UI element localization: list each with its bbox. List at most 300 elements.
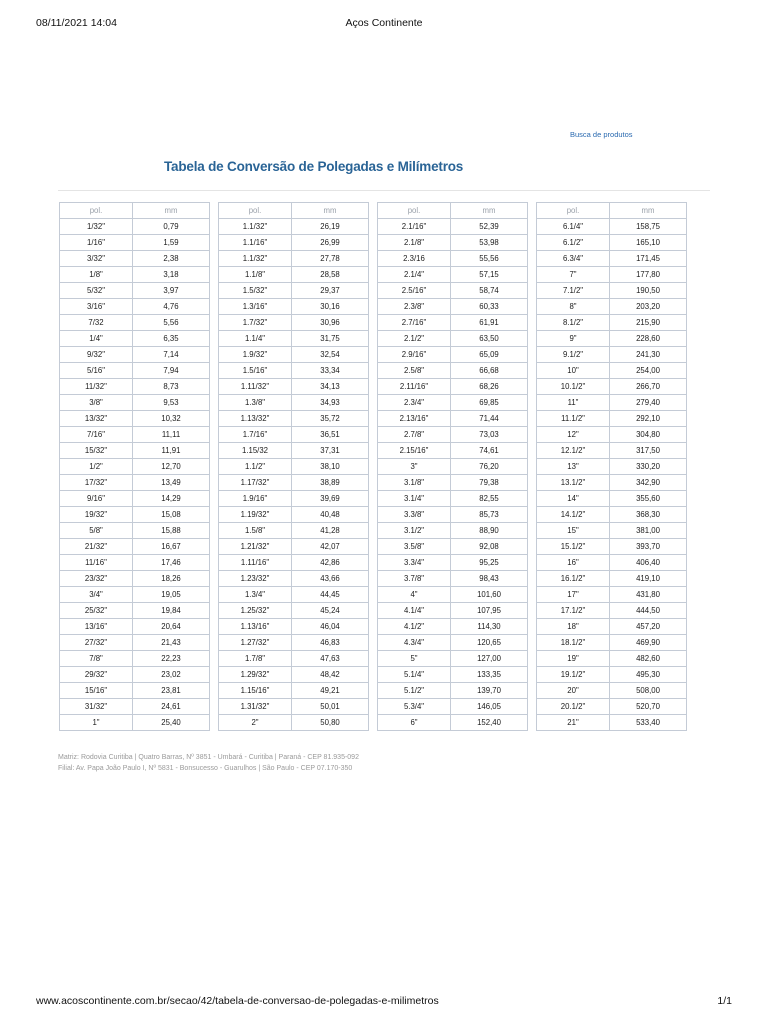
mm-cell: 22,23: [133, 651, 210, 667]
table-row: [219, 299, 369, 315]
mm-cell: 50,01: [292, 699, 369, 715]
mm-cell: 165,10: [610, 235, 687, 251]
inch-cell: 10": [537, 363, 610, 379]
mm-cell: 292,10: [610, 411, 687, 427]
inch-cell: 2.13/16": [378, 411, 451, 427]
table-row: [378, 555, 528, 571]
table-row: [219, 555, 369, 571]
mm-cell: 57,15: [451, 267, 528, 283]
inch-cell: 15.1/2": [537, 539, 610, 555]
mm-cell: 16,67: [133, 539, 210, 555]
mm-cell: 431,80: [610, 587, 687, 603]
inch-cell: 5.3/4": [378, 699, 451, 715]
column-header-mm: mm: [292, 203, 369, 219]
mm-cell: 39,69: [292, 491, 369, 507]
inch-cell: 2.11/16": [378, 379, 451, 395]
inch-cell: 6.1/2": [537, 235, 610, 251]
mm-cell: 50,80: [292, 715, 369, 731]
table-row: [537, 603, 687, 619]
inch-cell: 3.1/2": [378, 523, 451, 539]
table-row: [60, 603, 210, 619]
mm-cell: 107,95: [451, 603, 528, 619]
mm-cell: 368,30: [610, 507, 687, 523]
table-row: [537, 395, 687, 411]
inch-cell: 3/32": [60, 251, 133, 267]
mm-cell: 37,31: [292, 443, 369, 459]
table-row: [60, 683, 210, 699]
table-row: [219, 219, 369, 235]
inch-cell: 3.3/8": [378, 507, 451, 523]
mm-cell: 4,76: [133, 299, 210, 315]
inch-cell: 7.1/2": [537, 283, 610, 299]
mm-cell: 43,66: [292, 571, 369, 587]
table-row: [60, 443, 210, 459]
table-row: [60, 251, 210, 267]
mm-cell: 46,83: [292, 635, 369, 651]
inch-cell: 7": [537, 267, 610, 283]
table-row: [219, 651, 369, 667]
mm-cell: 60,33: [451, 299, 528, 315]
mm-cell: 45,24: [292, 603, 369, 619]
table-row: [378, 491, 528, 507]
table-row: [219, 715, 369, 731]
table-row: [537, 459, 687, 475]
inch-cell: 4": [378, 587, 451, 603]
inch-cell: 20.1/2": [537, 699, 610, 715]
mm-cell: 44,45: [292, 587, 369, 603]
inch-cell: 17.1/2": [537, 603, 610, 619]
table-row: [378, 411, 528, 427]
inch-cell: 6.3/4": [537, 251, 610, 267]
table-row: [219, 283, 369, 299]
inch-cell: 6": [378, 715, 451, 731]
table-row: [60, 347, 210, 363]
inch-cell: 3.1/4": [378, 491, 451, 507]
table-row: [60, 315, 210, 331]
page-url: www.acoscontinente.com.br/secao/42/tabela-de-conversao-de-polegadas-e-milimetros: [36, 995, 439, 1007]
mm-cell: 254,00: [610, 363, 687, 379]
mm-cell: 5,56: [133, 315, 210, 331]
mm-cell: 34,13: [292, 379, 369, 395]
table-row: [60, 235, 210, 251]
inch-cell: 13/32": [60, 411, 133, 427]
mm-cell: 8,73: [133, 379, 210, 395]
inch-cell: 1/8": [60, 267, 133, 283]
table-row: [537, 635, 687, 651]
mm-cell: 520,70: [610, 699, 687, 715]
inch-cell: 7/32: [60, 315, 133, 331]
inch-cell: 1.1/16": [219, 235, 292, 251]
table-row: [537, 619, 687, 635]
table-row: [60, 651, 210, 667]
address-line-matriz: Matriz: Rodovia Curitiba | Quatro Barras, Nº 3851 - Umbará - Curitiba | Paraná - CEP 81.935-092: [58, 754, 359, 761]
inch-cell: 17/32": [60, 475, 133, 491]
inch-cell: 17": [537, 587, 610, 603]
table-row: [537, 363, 687, 379]
inch-cell: 3.7/8": [378, 571, 451, 587]
mm-cell: 23,81: [133, 683, 210, 699]
mm-cell: 203,20: [610, 299, 687, 315]
table-row: [219, 267, 369, 283]
inch-cell: 3": [378, 459, 451, 475]
table-row: [60, 219, 210, 235]
table-row: [378, 315, 528, 331]
table-row: [537, 411, 687, 427]
mm-cell: 98,43: [451, 571, 528, 587]
table-row: [60, 427, 210, 443]
conversion-table: [377, 202, 528, 731]
table-row: [537, 283, 687, 299]
inch-cell: 19": [537, 651, 610, 667]
mm-cell: 48,42: [292, 667, 369, 683]
mm-cell: 40,48: [292, 507, 369, 523]
table-row: [537, 507, 687, 523]
table-row: [378, 379, 528, 395]
inch-cell: 1.23/32": [219, 571, 292, 587]
mm-cell: 55,56: [451, 251, 528, 267]
inch-cell: 7/8": [60, 651, 133, 667]
table-row: [378, 539, 528, 555]
mm-cell: 41,28: [292, 523, 369, 539]
mm-cell: 49,21: [292, 683, 369, 699]
mm-cell: 342,90: [610, 475, 687, 491]
inch-cell: 1.25/32": [219, 603, 292, 619]
inch-cell: 1.1/32": [219, 219, 292, 235]
mm-cell: 444,50: [610, 603, 687, 619]
table-row: [219, 587, 369, 603]
inch-cell: 1.29/32": [219, 667, 292, 683]
inch-cell: 6.1/4": [537, 219, 610, 235]
mm-cell: 66,68: [451, 363, 528, 379]
inch-cell: 5": [378, 651, 451, 667]
table-row: [537, 379, 687, 395]
inch-cell: 2.5/16": [378, 283, 451, 299]
table-row: [60, 587, 210, 603]
mm-cell: 30,16: [292, 299, 369, 315]
table-row: [378, 715, 528, 731]
table-row: [219, 331, 369, 347]
inch-cell: 5.1/2": [378, 683, 451, 699]
table-row: [378, 683, 528, 699]
conversion-table: [536, 202, 687, 731]
inch-cell: 5.1/4": [378, 667, 451, 683]
inch-cell: 14": [537, 491, 610, 507]
table-row: [537, 587, 687, 603]
table-row: [378, 427, 528, 443]
table-row: [60, 331, 210, 347]
table-row: [60, 299, 210, 315]
mm-cell: 146,05: [451, 699, 528, 715]
inch-cell: 4.3/4": [378, 635, 451, 651]
mm-cell: 228,60: [610, 331, 687, 347]
inch-cell: 23/32": [60, 571, 133, 587]
conversion-tables: [59, 202, 687, 731]
table-row: [378, 619, 528, 635]
mm-cell: 190,50: [610, 283, 687, 299]
mm-cell: 33,34: [292, 363, 369, 379]
inch-cell: 2.5/8": [378, 363, 451, 379]
mm-cell: 47,63: [292, 651, 369, 667]
inch-cell: 1/2": [60, 459, 133, 475]
conversion-table: [218, 202, 369, 731]
table-row: [378, 699, 528, 715]
table-row: [537, 427, 687, 443]
mm-cell: 63,50: [451, 331, 528, 347]
mm-cell: 19,84: [133, 603, 210, 619]
mm-cell: 12,70: [133, 459, 210, 475]
inch-cell: 18.1/2": [537, 635, 610, 651]
table-row: [378, 235, 528, 251]
inch-cell: 1/32": [60, 219, 133, 235]
mm-cell: 304,80: [610, 427, 687, 443]
table-row: [219, 523, 369, 539]
inch-cell: 27/32": [60, 635, 133, 651]
mm-cell: 36,51: [292, 427, 369, 443]
inch-cell: 1.11/16": [219, 555, 292, 571]
inch-cell: 3/16": [60, 299, 133, 315]
mm-cell: 71,44: [451, 411, 528, 427]
inch-cell: 1.15/16": [219, 683, 292, 699]
table-header-row: [537, 203, 687, 219]
mm-cell: 92,08: [451, 539, 528, 555]
mm-cell: 85,73: [451, 507, 528, 523]
mm-cell: 25,40: [133, 715, 210, 731]
table-row: [537, 347, 687, 363]
mm-cell: 7,94: [133, 363, 210, 379]
mm-cell: 69,85: [451, 395, 528, 411]
inch-cell: 3.1/8": [378, 475, 451, 491]
inch-cell: 11/32": [60, 379, 133, 395]
table-row: [60, 267, 210, 283]
inch-cell: 12.1/2": [537, 443, 610, 459]
mm-cell: 330,20: [610, 459, 687, 475]
mm-cell: 27,78: [292, 251, 369, 267]
address-line-filial: Filial: Av. Papa João Paulo I, Nº 5831 - Bonsucesso - Guarulhos | São Paulo - CEP 07.170-350: [58, 765, 353, 772]
table-row: [537, 523, 687, 539]
inch-cell: 11/16": [60, 555, 133, 571]
inch-cell: 1.3/16": [219, 299, 292, 315]
mm-cell: 68,26: [451, 379, 528, 395]
inch-cell: 16": [537, 555, 610, 571]
mm-cell: 457,20: [610, 619, 687, 635]
mm-cell: 381,00: [610, 523, 687, 539]
table-row: [219, 683, 369, 699]
inch-cell: 13.1/2": [537, 475, 610, 491]
table-row: [60, 715, 210, 731]
mm-cell: 317,50: [610, 443, 687, 459]
inch-cell: 14.1/2": [537, 507, 610, 523]
inch-cell: 9/32": [60, 347, 133, 363]
table-row: [378, 347, 528, 363]
inch-cell: 2.1/16": [378, 219, 451, 235]
mm-cell: 79,38: [451, 475, 528, 491]
inch-cell: 16.1/2": [537, 571, 610, 587]
table-row: [537, 555, 687, 571]
inch-cell: 5/16": [60, 363, 133, 379]
table-row: [219, 459, 369, 475]
mm-cell: 31,75: [292, 331, 369, 347]
inch-cell: 1.9/32": [219, 347, 292, 363]
search-products-link[interactable]: Busca de produtos: [570, 130, 633, 139]
mm-cell: 1,59: [133, 235, 210, 251]
table-row: [60, 459, 210, 475]
table-row: [60, 507, 210, 523]
inch-cell: 3/8": [60, 395, 133, 411]
column-header-mm: mm: [451, 203, 528, 219]
mm-cell: 74,61: [451, 443, 528, 459]
inch-cell: 29/32": [60, 667, 133, 683]
mm-cell: 76,20: [451, 459, 528, 475]
inch-cell: 2.1/8": [378, 235, 451, 251]
inch-cell: 1.1/4": [219, 331, 292, 347]
mm-cell: 19,05: [133, 587, 210, 603]
table-row: [60, 571, 210, 587]
table-row: [60, 475, 210, 491]
mm-cell: 24,61: [133, 699, 210, 715]
table-row: [537, 251, 687, 267]
table-row: [378, 443, 528, 459]
inch-cell: 20": [537, 683, 610, 699]
table-row: [378, 267, 528, 283]
inch-cell: 9.1/2": [537, 347, 610, 363]
table-row: [219, 667, 369, 683]
table-row: [537, 219, 687, 235]
mm-cell: 17,46: [133, 555, 210, 571]
print-header: [36, 17, 732, 31]
mm-cell: 26,19: [292, 219, 369, 235]
inch-cell: 3.5/8": [378, 539, 451, 555]
mm-cell: 241,30: [610, 347, 687, 363]
table-row: [378, 475, 528, 491]
inch-cell: 25/32": [60, 603, 133, 619]
table-row: [60, 555, 210, 571]
mm-cell: 82,55: [451, 491, 528, 507]
table-header-row: [219, 203, 369, 219]
mm-cell: 15,08: [133, 507, 210, 523]
mm-cell: 120,65: [451, 635, 528, 651]
mm-cell: 114,30: [451, 619, 528, 635]
mm-cell: 28,58: [292, 267, 369, 283]
inch-cell: 2.7/16": [378, 315, 451, 331]
inch-cell: 1.7/16": [219, 427, 292, 443]
mm-cell: 266,70: [610, 379, 687, 395]
table-row: [537, 267, 687, 283]
inch-cell: 2.7/8": [378, 427, 451, 443]
table-row: [378, 219, 528, 235]
mm-cell: 15,88: [133, 523, 210, 539]
inch-cell: 1.9/16": [219, 491, 292, 507]
table-row: [537, 331, 687, 347]
mm-cell: 215,90: [610, 315, 687, 331]
mm-cell: 127,00: [451, 651, 528, 667]
mm-cell: 279,40: [610, 395, 687, 411]
mm-cell: 177,80: [610, 267, 687, 283]
table-row: [219, 251, 369, 267]
inch-cell: 1/4": [60, 331, 133, 347]
mm-cell: 2,38: [133, 251, 210, 267]
mm-cell: 508,00: [610, 683, 687, 699]
mm-cell: 482,60: [610, 651, 687, 667]
inch-cell: 1.27/32": [219, 635, 292, 651]
table-row: [378, 587, 528, 603]
inch-cell: 2.1/2": [378, 331, 451, 347]
inch-cell: 1.5/16": [219, 363, 292, 379]
column-header-pol: pol.: [60, 203, 133, 219]
mm-cell: 20,64: [133, 619, 210, 635]
inch-cell: 2.15/16": [378, 443, 451, 459]
inch-cell: 1.3/4": [219, 587, 292, 603]
inch-cell: 15": [537, 523, 610, 539]
inch-cell: 21": [537, 715, 610, 731]
table-row: [219, 571, 369, 587]
table-row: [219, 395, 369, 411]
table-row: [219, 699, 369, 715]
table-row: [378, 603, 528, 619]
inch-cell: 2.3/16: [378, 251, 451, 267]
inch-cell: 10.1/2": [537, 379, 610, 395]
inch-cell: 1.7/8": [219, 651, 292, 667]
mm-cell: 26,99: [292, 235, 369, 251]
table-row: [219, 539, 369, 555]
table-row: [219, 507, 369, 523]
table-row: [219, 491, 369, 507]
mm-cell: 53,98: [451, 235, 528, 251]
mm-cell: 133,35: [451, 667, 528, 683]
table-row: [60, 539, 210, 555]
inch-cell: 1.1/32": [219, 251, 292, 267]
mm-cell: 3,18: [133, 267, 210, 283]
table-row: [378, 523, 528, 539]
mm-cell: 34,93: [292, 395, 369, 411]
inch-cell: 1.1/8": [219, 267, 292, 283]
table-row: [219, 603, 369, 619]
mm-cell: 30,96: [292, 315, 369, 331]
inch-cell: 1.3/8": [219, 395, 292, 411]
mm-cell: 58,74: [451, 283, 528, 299]
mm-cell: 11,91: [133, 443, 210, 459]
inch-cell: 15/16": [60, 683, 133, 699]
mm-cell: 101,60: [451, 587, 528, 603]
mm-cell: 171,45: [610, 251, 687, 267]
column-header-mm: mm: [610, 203, 687, 219]
page-title: Tabela de Conversão de Polegadas e Milímetros: [164, 159, 464, 174]
inch-cell: 1.13/32": [219, 411, 292, 427]
mm-cell: 152,40: [451, 715, 528, 731]
mm-cell: 6,35: [133, 331, 210, 347]
print-date: 08/11/2021 14:04: [36, 17, 117, 29]
inch-cell: 19/32": [60, 507, 133, 523]
inch-cell: 11": [537, 395, 610, 411]
table-row: [219, 315, 369, 331]
table-row: [60, 411, 210, 427]
inch-cell: 3/4": [60, 587, 133, 603]
mm-cell: 32,54: [292, 347, 369, 363]
table-row: [219, 443, 369, 459]
mm-cell: 21,43: [133, 635, 210, 651]
mm-cell: 3,97: [133, 283, 210, 299]
inch-cell: 1.7/32": [219, 315, 292, 331]
mm-cell: 42,07: [292, 539, 369, 555]
table-row: [219, 411, 369, 427]
inch-cell: 21/32": [60, 539, 133, 555]
table-row: [60, 667, 210, 683]
inch-cell: 9": [537, 331, 610, 347]
table-row: [378, 459, 528, 475]
mm-cell: 29,37: [292, 283, 369, 299]
inch-cell: 8": [537, 299, 610, 315]
inch-cell: 11.1/2": [537, 411, 610, 427]
mm-cell: 419,10: [610, 571, 687, 587]
